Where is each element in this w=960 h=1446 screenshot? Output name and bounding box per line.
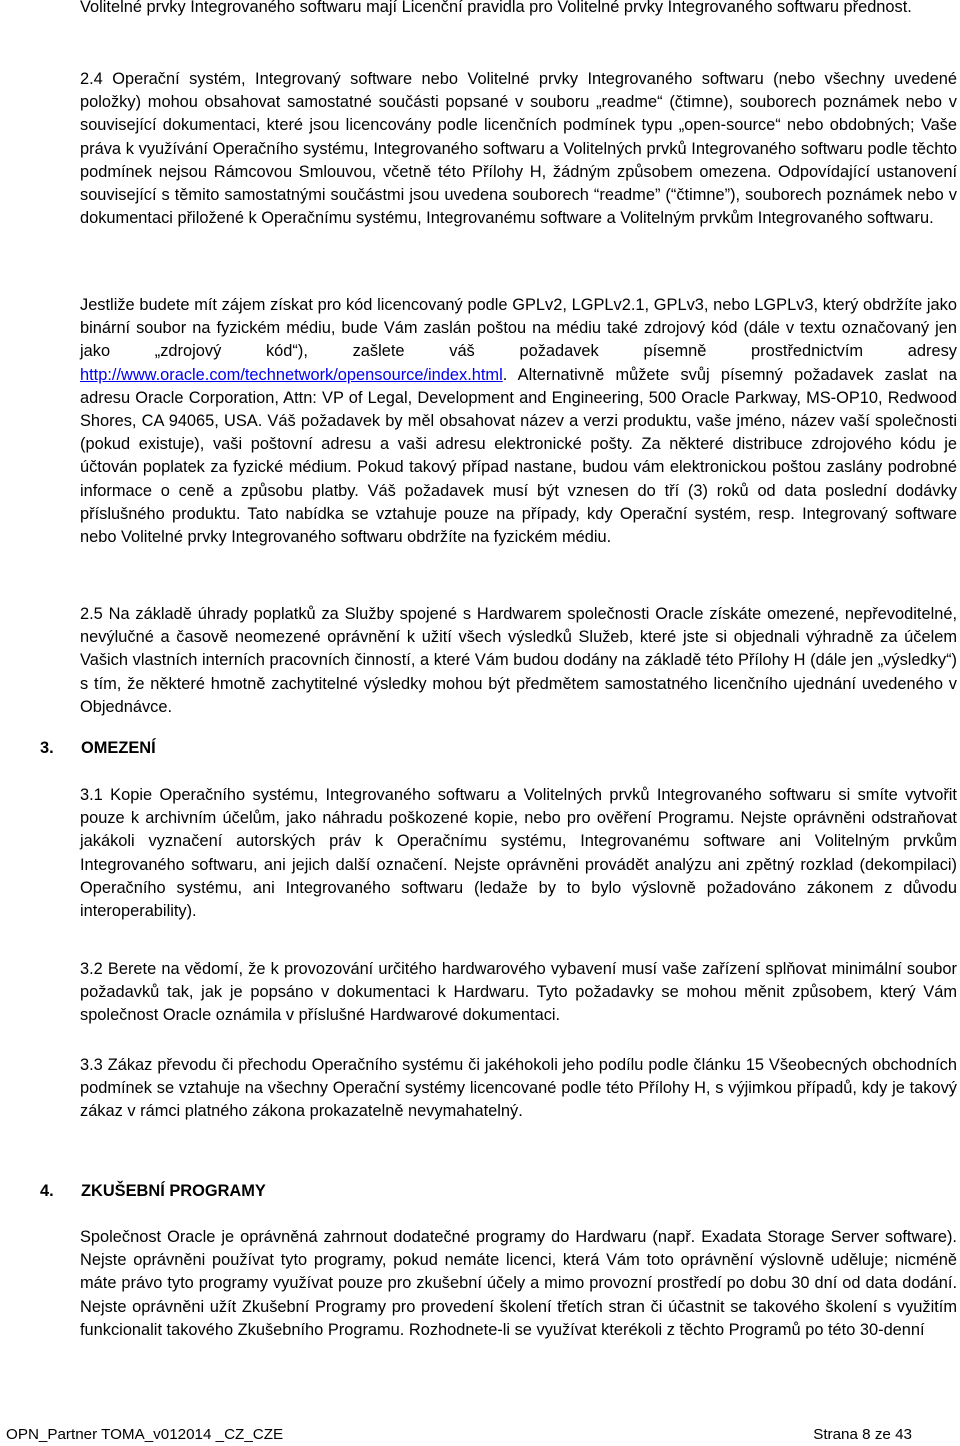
section-3-title: OMEZENÍ [81,739,156,757]
clause-2-5: 2.5 Na základě úhrady poplatků za Služby spojené s Hardwarem společnosti Oracle získáte omezené, nepřevoditelné, nevýlučné a časově neomezené oprávnění k užití všech výsledků Služeb, které jste si objednali výhradně za účelem Vašich vlastních interních pracovních činností, a které Vám budou dodány na základě této Přílohy H (dále jen „výsledky“) s tím, že některé hmotně zachytitelné výsledky mohou být předmětem samostatného licenčního ujednání uvedeného v Objednávce. [80,605,957,716]
section-4-paragraph: Společnost Oracle je oprávněná zahrnout dodatečné programy do Hardwaru (např. Exadata Storage Server software). Nejste oprávněni používat tyto programy, pokud nemáte licenci, která Vám toto oprávnění výslovně uděluje; nicméně máte právo tyto programy využívat pouze pro zkušební účely a mimo provozní prostředí po dobu 30 dní od data dodání. Nejste oprávněni užít Zkušební Programy pro provedení školení třetích stran či účastnit se takového školení s využitím funkcionalit takového Zkušebního Programu. Rozhodnete-li se využívat kterékoli z těchto Programů po této 30-denní [80,1228,957,1339]
section-3-number: 3. [40,739,54,757]
gpl-paragraph [80,294,957,549]
section-3-heading [40,737,156,760]
clause-2-4: 2.4 Operační systém, Integrovaný software nebo Volitelné prvky Integrovaného softwaru (nebo všechny uvedené položky) mohou obsahovat samostatné součásti popsané v souboru „readme“ (čtimne), souborech poznámek nebo v související dokumentaci, které jsou licencovány podle licenčních podmínek typu „open-source“ nebo obdobných; Vaše práva k využívání Operačního systému, Integrovaného softwaru a Volitelných prvků Integrovaného softwaru podle těchto podmínek nejsou Rámcovou Smlouvou, včetně této Přílohy H, žádným způsobem omezena. Odpovídající ustanovení související s těmito samostatnými součástmi jsou uvedena souborech “readme” (“čtimne”), souborech poznámek nebo v dokumentaci přiložené k Operačnímu systému, Integrovanému software a Volitelným prvkům Integrovaného softwaru. [80,70,957,228]
clause-3-2: 3.2 Berete na vědomí, že k provozování určitého hardwarového vybavení musí vaše zařízení splňovat minimální soubor požadavků tak, jak je popsáno v dokumentaci k Hardwaru. Tyto požadavky se mohou měnit způsobem, který Vám společnost Oracle oznámila v příslušné Hardwarové dokumentaci. [80,960,957,1025]
opensource-link[interactable]: http://www.oracle.com/technetwork/opensource/index.html [80,365,503,384]
gpl-text-after: . Alternativně můžete svůj písemný požadavek zaslat na adresu Oracle Corporation, Attn: VP of Legal, Development and Engineering, 500 Oracle Parkway, MS-OP10, Redwood Shores, CA 94065, USA. Váš požadavek by měl obsahovat název a verzi produktu, vaše jméno, název vaší společnosti (pokud existuje), vaši poštovní adresu a vaši adresu elektronické pošty. Za některé distribuce zdrojového kódu je účtován poplatek za fyzické médium. Pokud takový případ nastane, budou vám elektronickou poštou zaslány podrobné informace o ceně a způsobu platby. Váš požadavek musí být vznesen do tří (3) roků od data poslední dodávky příslušného produktu. Tato nabídka se vztahuje pouze na případy, kdy Operační systém, resp. Integrovaný software nebo Volitelné prvky Integrovaného softwaru obdržíte na fyzickém médiu. [80,365,957,547]
intro-paragraph: Volitelné prvky Integrovaného softwaru mají Licenční pravidla pro Volitelné prvky Integrovaného softwaru přednost. [80,0,912,16]
footer-document-id: OPN_Partner TOMA_v012014 _CZ_CZE [6,1426,284,1443]
section-4-number: 4. [40,1182,54,1200]
section-4-title: ZKUŠEBNÍ PROGRAMY [81,1182,266,1200]
section-4-heading [40,1180,266,1203]
clause-3-1: 3.1 Kopie Operačního systému, Integrovaného softwaru a Volitelných prvků Integrovaného softwaru si smíte vytvořit pouze k archivním účelům, jako náhradu poškozené kopie, nebo pro ověření Programu. Nejste oprávněni odstraňovat jakákoli vyznačení autorských práv k Operačnímu systému, Integrovanému software ani Volitelným prvkům Integrovaného softwaru, ani jejich další označení. Nejste oprávněni provádět analýzu ani zpětný rozklad (dekompilaci) Operačního systému, ani Integrovaného softwaru (ledaže by to bylo výslovně požadováno zákonem z důvodu interoperability). [80,786,957,921]
gpl-text-before: Jestliže budete mít zájem získat pro kód licencovaný podle GPLv2, LGPLv2.1, GPLv3, nebo LGPLv3, který obdržíte jako binární soubor na fyzickém médiu, bude Vám zaslán poštou na médiu také zdrojový kód (dále v textu označovaný jen jako „zdrojový kód“), zašlete váš požadavek písemně prostřednictvím adresy [80,296,957,361]
clause-3-3: 3.3 Zákaz převodu či přechodu Operačního systému či jakéhokoli jeho podílu podle článku 15 Všeobecných obchodních podmínek se vztahuje na všechny Operační systémy licencované podle této Přílohy H, s výjimkou případů, kdy je takový zákaz v rámci platného zákona prokazatelně nevymahatelný. [80,1056,957,1121]
footer-page-number: Strana 8 ze 43 [813,1426,912,1443]
